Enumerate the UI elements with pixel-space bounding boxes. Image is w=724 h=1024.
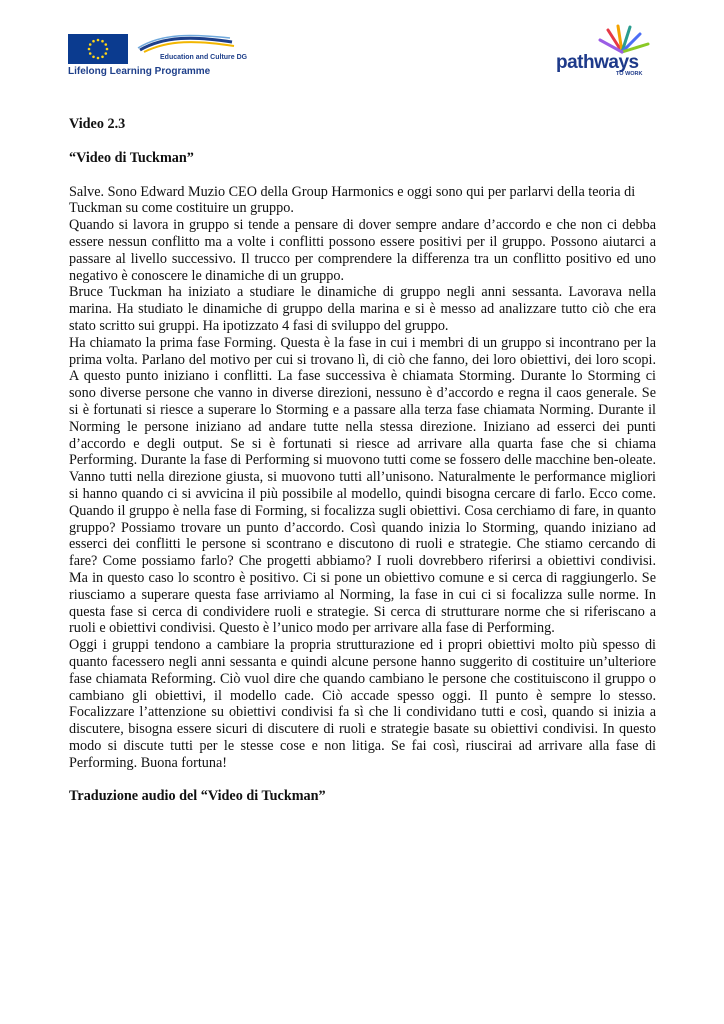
document-subtitle: “Video di Tuckman” [69, 149, 194, 166]
document-body [69, 116, 656, 805]
education-culture-logo [134, 34, 248, 64]
paragraph-tuckman: Bruce Tuckman ha iniziato a studiare le dinamiche di gruppo negli anni sessanta. Lavorava nella marina. Ha studiato le dinamiche di gruppo della marina e si è messo ad analizzare tutto ciò che era stato scritto sui gruppi. Ha ipotizzato 4 fasi di sviluppo del gruppo. [69, 284, 656, 334]
programme-label: Lifelong Learning Programme [68, 66, 211, 77]
document-title: Video 2.3 [69, 116, 126, 132]
eu-flag-icon [68, 34, 128, 64]
pathways-subtitle: TO WORK [616, 71, 643, 77]
paragraph-intro: Salve. Sono Edward Muzio CEO della Group Harmonics e oggi sono qui per parlarvi della teoria di Tuckman su come costituire un gruppo. [69, 183, 636, 217]
swoosh-icon [134, 34, 238, 54]
rays-icon [582, 24, 662, 54]
footer-heading: Traduzione audio del “Video di Tuckman” [69, 788, 326, 805]
paragraph-phases: Ha chiamato la prima fase Forming. Questa è la fase in cui i membri di un gruppo si incontrano per la prima volta. Parlano del motivo per cui si trovano lì, di ciò che fanno, dei loro obiettivi, dei loro scopi. A questo punto iniziano i conflitti. La fase successiva è chiamata Storming. Durante lo Storming ci sono diverse persone che vanno in diverse direzioni, nessuno è d’accordo e regna il caos generale. Se si è fortunati si riesce a superare lo Storming e a passare alla terza fase chiamata Norming. Durante il Norming le persone iniziano ad andare tutte nella stessa direzione. Iniziano ad esserci dei punti d’accordo e degli output. Se si è fortunati si riesce ad arrivare alla quarta fase che si chiama Performing. Durante la fase di Performing si muovono tutti come se fossero delle macchine ben-oleate. Vanno tutti nella direzione giusta, si muovono tutti all’unisono. Naturalmente le performance migliori si hanno quando ci si avvicina il più possibile al modello, quindi bisogna cercare di farlo. Ecco come. Quando il gruppo è nella fase di Forming, si focalizza sugli obiettivi. Cosa cerchiamo di fare, in quanto gruppo? Possiamo trovare un punto d’accordo. Così quando inizia lo Storming, quando iniziano ad esserci dei conflitti le persone si scontrano e discutono di ruoli e strategie. Che stiamo cercando di fare? Come possiamo farlo? Che progetti abbiamo? I ruoli dovrebbero riferirsi a obiettivi condivisi. Ma in questo caso lo scontro è positivo. Ci si pone un obiettivo comune e si cerca di raggiungerlo. Se riusciamo a superare questa fase arriviamo al Norming, la fase in cui ci si focalizza sulle norme. In questa fase si cerca di condividere ruoli e strategie. Si cerca di strutturare norme che si riferiscano a ruoli e obiettivi condivisi. Questo è l’unico modo per arrivare alla fase di Performing. [69, 334, 656, 637]
pathways-logo [552, 24, 662, 84]
paragraph-reforming: Oggi i gruppi tendono a cambiare la propria strutturazione ed i propri obiettivi molto più spesso di quanto facessero negli anni sessanta e quindi alcune persone hanno suggerito di costituire un’ulteriore fase chiamata Reforming. Ciò vuol dire che quando cambiano le persone che costituiscono il gruppo o cambiano gli obiettivi, il modello cade. Ciò accade spesso oggi. Il punto è sempre lo stesso. Focalizzare l’attenzione su obiettivi condivisi fa sì che li condividano tutti e così, quando si inizia a discutere, bisogna essere sicuri di discutere di ruoli e strategie basate su obiettivi condivisi. In questo modo si discute tutti per le stesse cose e non litiga. Se fai così, riuscirai ad arrivare alla fase di Performing. Buona fortuna! [69, 637, 656, 771]
pathways-wordmark: pathways [556, 52, 639, 73]
paragraph-conflict: Quando si lavora in gruppo si tende a pensare di dover sempre andare d’accordo e che non ci debba essere nessun conflitto ma a volte i conflitti possono essere positivi per il gruppo. Possono aiutarci a passare al livello successivo. Il trucco per comprendere la differenza tra un conflitto positivo ed uno negativo è conoscere le dinamiche di un gruppo. [69, 217, 656, 284]
dg-label: Education and Culture DG [160, 54, 248, 61]
page-header [0, 0, 724, 100]
